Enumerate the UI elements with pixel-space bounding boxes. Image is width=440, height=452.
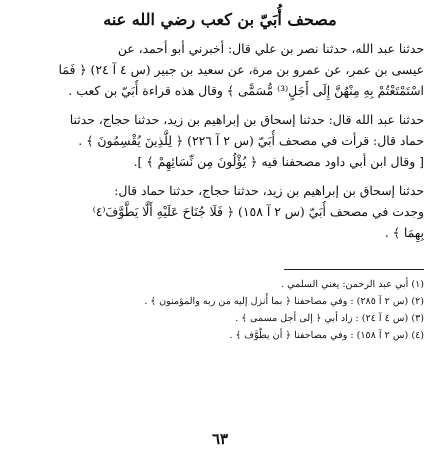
text-line: عيسى بن عمر، عن عمرو بن مرة، عن سعيد بن جبير (س ٤ آ ٢٤) ﴿ فَمَا	[58, 62, 424, 77]
footnote-item: (٣) (س ٤ آ ٢٤) : زاد أبي ﴿ إلى أجل مسمى ﴾ .	[235, 313, 424, 324]
footnote-item: (١) أبي عبد الرحمن: يعني السلمي .	[281, 279, 424, 290]
text-line: حدثنا عبد الله قال: حدثنا إسحاق بن إبراهيم بن زيد، حدثنا حجاج، حدثنا	[69, 112, 424, 127]
text-line: اسْتَمْتَعْتُمْ بِهِ مِنْهُنَّ إِلَى أَجَلٍ⁽³⁾ مُّسَمًّى ﴾ وقال هذه قراءة أُبَيّ بن كعب .	[68, 83, 424, 98]
text-line: حدثنا عبد الله، حدثنا نصر بن علي قال: أخبرني أبو أحمد، عن	[117, 41, 424, 56]
page-title: مصحف أُبَيّ بن كعب رضي الله عنه	[103, 10, 337, 29]
text-line: حماد قال: قرأت في مصحف أُبَيّ (س ٢ آ ٢٢٦) ﴿ لِلَّذِينَ يُقْسِمُونَ ﴾ .	[78, 133, 424, 148]
paragraph-3	[16, 180, 424, 243]
page-number: ٦٣	[211, 430, 229, 448]
footnote-item: (٢) (س ٢ آ ٢٨٥) : وفي مصاحفنا ﴿ بما أُنزل إليه من ربه والمؤمنون ﴾ .	[144, 296, 424, 307]
footnotes	[16, 276, 424, 344]
paragraph-2	[16, 109, 424, 172]
footnote-item: (٤) (س ٢ آ ١٥٨) : وفي مصاحفنا ﴿ أن يطَّوَّف ﴾ .	[229, 330, 424, 341]
text-line: وجدت في مصحف أُبَيّ (س ٢ آ ١٥٨) ﴿ فَلَا جُنَاحَ عَلَيْهِ أَلَّا يَطَّوَّفَ⁽٤⁾	[92, 204, 424, 219]
text-line: [ وقال ابن أبي داود مصحفنا فيه ﴿ يُؤْلُونَ مِن نِّسَائِهِمْ ﴾ ].	[133, 154, 424, 169]
paragraph-1	[16, 38, 424, 101]
text-line: حدثنا إسحاق بن إبراهيم بن زيد، حدثنا حجاج، حدثنا حماد قال:	[114, 183, 424, 198]
footnote-separator	[284, 269, 424, 270]
text-line: بِهِمَا ﴾ .	[384, 225, 424, 240]
